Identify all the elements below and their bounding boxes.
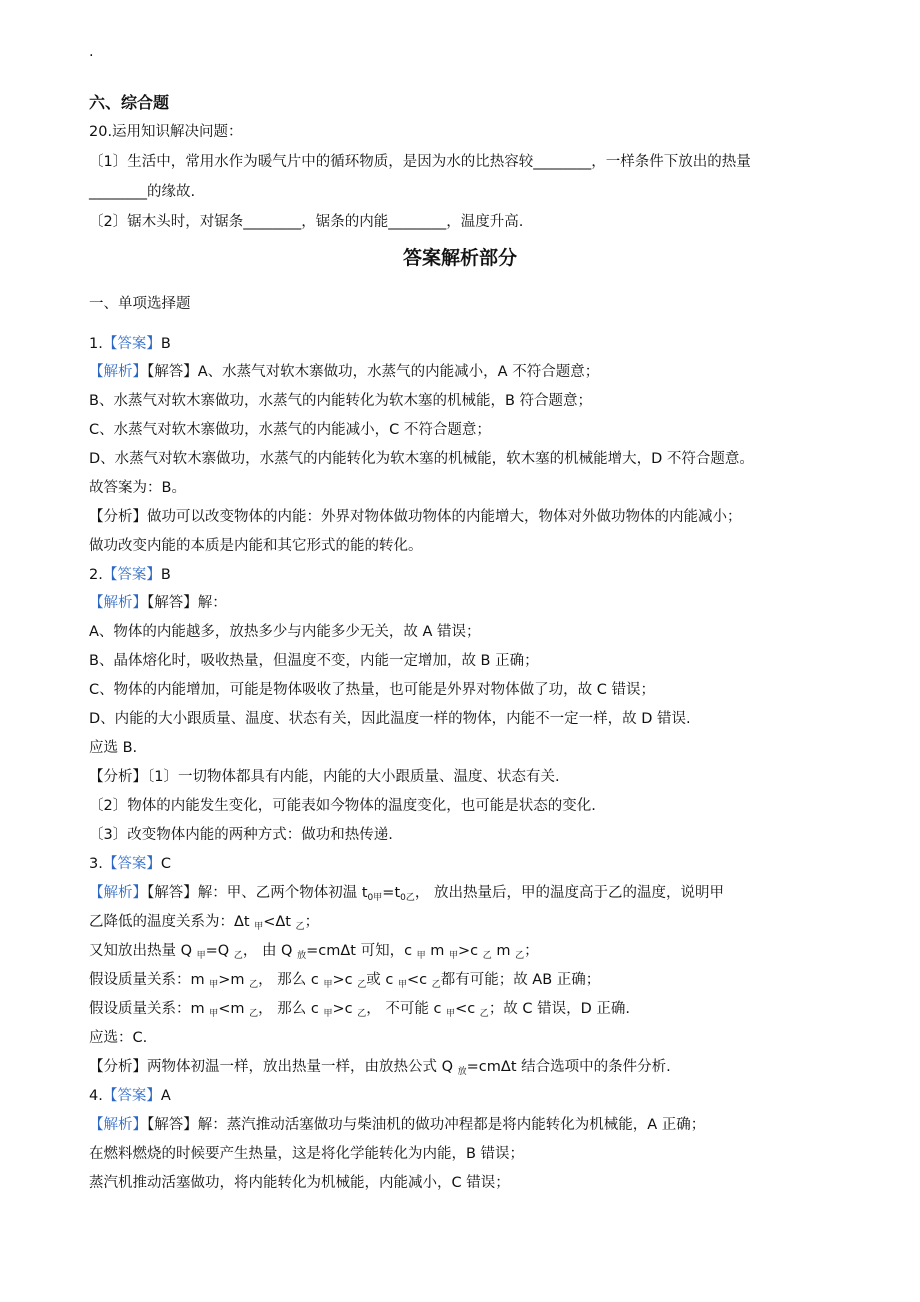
q3-text: ；	[304, 914, 320, 930]
subscript: 甲	[209, 1009, 219, 1019]
q1-line: C、水蒸气对软木寨做功，水蒸气的内能减小，C 不符合题意；	[89, 422, 491, 438]
q3-text: 解：甲、乙两个物体初温 t	[197, 885, 368, 901]
subscript: 0	[367, 893, 374, 903]
q3-answer-line	[89, 854, 171, 874]
question-20-part1: 〔1〕生活中，常用水作为暖气片中的循环物质，是因为水的比热容较________，一样条件下放出的热量	[89, 154, 751, 170]
subscript: 甲	[323, 1009, 333, 1019]
q2-answer: B	[160, 567, 171, 583]
subscript: 甲	[196, 951, 206, 961]
q4-explanation-line	[89, 1115, 705, 1135]
answer-tag: 【答案】	[102, 856, 161, 872]
q2-analysis-line	[89, 767, 560, 787]
answer-tag: 【答案】	[102, 567, 161, 583]
q3-line	[89, 941, 539, 966]
q3-text: 都有可能；故 AB 正确；	[440, 972, 601, 988]
page-dot: .	[89, 44, 94, 60]
subscript: 乙	[479, 1009, 489, 1019]
q2-line: 解：	[197, 595, 227, 611]
question-20-part1-cont: ________的缘故.	[89, 184, 196, 200]
q4-answer-line	[89, 1086, 171, 1106]
solution-tag: 【解答】	[147, 885, 198, 901]
subscript: 乙	[357, 1009, 367, 1019]
q2-line: 应选 B.	[89, 740, 138, 756]
subscript: 乙	[515, 951, 525, 961]
q3-text: ， 不可能 c	[366, 1001, 447, 1017]
q3-line	[89, 999, 630, 1024]
q3-text: =cmΔt 结合选项中的条件分析.	[466, 1059, 671, 1075]
q3-explanation-line	[89, 883, 724, 908]
q2-explanation-line	[89, 593, 227, 613]
q3-text: =Q	[205, 943, 234, 959]
subscript: 乙	[357, 980, 367, 990]
subscript: 放	[457, 1067, 467, 1077]
q3-text: ， 放出热量后，甲的温度高于乙的温度，说明甲	[414, 885, 724, 901]
part1-title: 一、单项选择题	[89, 296, 191, 312]
subscript: 放	[297, 951, 307, 961]
solution-tag: 【解答】	[147, 1117, 198, 1133]
q3-text: ；故 C 错误，D 正确.	[488, 1001, 631, 1017]
q2-number: 2.	[89, 567, 103, 583]
analysis-tag: 【解析】	[89, 885, 147, 901]
fenxi-tag: 【分析】	[89, 769, 147, 785]
q1-line: 做功可以改变物体的内能：外界对物体做功物体的内能增大，物体对外做功物体的内能减小；	[147, 509, 742, 525]
q1-line: 做功改变内能的本质是内能和其它形式的能的转化。	[89, 538, 423, 554]
q3-text: 假设质量关系：m	[89, 1001, 210, 1017]
q3-answer: C	[160, 856, 171, 872]
q3-text: >c	[458, 943, 483, 959]
solution-tag: 【解答】	[147, 364, 198, 380]
q4-number: 4.	[89, 1088, 103, 1104]
subscript: 乙	[405, 893, 415, 903]
question-20-part2: 〔2〕锯木头时，对锯条________，锯条的内能________，温度升高.	[89, 214, 524, 230]
subscript: 甲	[254, 922, 264, 932]
q1-line: 故答案为：B。	[89, 480, 186, 496]
q2-line: B、晶体熔化时，吸收热量，但温度不变，内能一定增加，故 B 正确；	[89, 653, 539, 669]
q3-text: =t	[382, 885, 401, 901]
answer-tag: 【答案】	[102, 336, 161, 352]
q3-text: >c	[332, 1001, 358, 1017]
subscript: 乙	[249, 980, 259, 990]
subscript: 甲	[373, 893, 383, 903]
q1-answer: B	[160, 336, 171, 352]
q3-text: =cmΔt 可知，c	[306, 943, 417, 959]
q1-line: A、水蒸气对软木寨做功，水蒸气的内能减小，A 不符合题意；	[197, 364, 600, 380]
subscript: 甲	[446, 1009, 456, 1019]
q3-text: m	[491, 943, 516, 959]
q3-text: 又知放出热量 Q	[89, 943, 197, 959]
q3-text: <m	[218, 1001, 250, 1017]
subscript: 甲	[209, 980, 219, 990]
q3-text: >c	[332, 972, 358, 988]
subscript: 甲	[323, 980, 333, 990]
subscript: 乙	[249, 1009, 259, 1019]
q4-answer: A	[160, 1088, 171, 1104]
q2-line: 〔1〕一切物体都具有内能，内能的大小跟质量、温度、状态有关.	[147, 769, 560, 785]
subscript: 乙	[431, 980, 441, 990]
q3-line	[89, 970, 600, 995]
analysis-tag: 【解析】	[89, 1117, 147, 1133]
q2-line: D、内能的大小跟质量、温度、状态有关，因此温度一样的物体，内能不一定一样，故 D 错误.	[89, 711, 691, 727]
q4-line: 解：蒸汽推动活塞做功与柴油机的做功冲程都是将内能转化为机械能，A 正确；	[197, 1117, 706, 1133]
q4-line: 蒸汽机推动活塞做功，将内能转化为机械能，内能减小，C 错误；	[89, 1175, 510, 1191]
q1-line: D、水蒸气对软木寨做功，水蒸气的内能转化为软木塞的机械能，软木塞的机械能增大，D 不符合题意。	[89, 451, 754, 467]
analysis-tag: 【解析】	[89, 364, 147, 380]
q1-explanation-line	[89, 362, 599, 382]
q3-text: >m	[218, 972, 250, 988]
q3-text: m	[425, 943, 450, 959]
q3-text: ；	[524, 943, 539, 959]
q2-line: 〔2〕物体的内能发生变化，可能表如今物体的温度变化，也可能是状态的变化.	[89, 798, 596, 814]
q2-line: A、物体的内能越多，放热多少与内能多少无关，故 A 错误；	[89, 624, 481, 640]
q3-text: <c	[406, 972, 432, 988]
answers-title: 答案解析部分	[402, 247, 517, 269]
fenxi-tag: 【分析】	[89, 509, 147, 525]
q3-line: 应选：C.	[89, 1030, 148, 1046]
subscript: 乙	[233, 951, 243, 961]
q2-answer-line	[89, 565, 171, 585]
subscript: 甲	[416, 951, 426, 961]
q3-text: <c	[455, 1001, 480, 1017]
question-20-stem: 20.运用知识解决问题：	[89, 124, 243, 140]
q3-text: 假设质量关系：m	[89, 972, 210, 988]
solution-tag: 【解答】	[147, 595, 198, 611]
answer-tag: 【答案】	[102, 1088, 161, 1104]
section-title: 六、综合题	[89, 93, 170, 112]
q3-text: 乙降低的温度关系为：Δt	[89, 914, 255, 930]
q1-line: B、水蒸气对软木寨做功，水蒸气的内能转化为软木塞的机械能，B 符合题意；	[89, 393, 593, 409]
q3-text: 两物体初温一样，放出热量一样，由放热公式 Q	[147, 1059, 458, 1075]
q3-text: 或 c	[366, 972, 398, 988]
q3-line	[89, 912, 319, 937]
q3-text: ， 那么 c	[258, 1001, 324, 1017]
q3-text: <Δt	[263, 914, 296, 930]
q1-number: 1.	[89, 336, 103, 352]
q3-number: 3.	[89, 856, 103, 872]
subscript: 甲	[449, 951, 459, 961]
fenxi-tag: 【分析】	[89, 1059, 147, 1075]
q1-answer-line	[89, 334, 171, 354]
q3-text: ， 由 Q	[242, 943, 298, 959]
subscript: 乙	[482, 951, 492, 961]
q2-line: C、物体的内能增加，可能是物体吸收了热量，也可能是外界对物体做了功，故 C 错误；	[89, 682, 655, 698]
subscript: 0	[400, 893, 406, 903]
q1-analysis-line	[89, 507, 742, 527]
q2-line: 〔3〕改变物体内能的两种方式：做功和热传递.	[89, 827, 393, 843]
q3-text: ， 那么 c	[258, 972, 324, 988]
analysis-tag: 【解析】	[89, 595, 147, 611]
subscript: 甲	[397, 980, 407, 990]
subscript: 乙	[295, 922, 305, 932]
q4-line: 在燃料燃烧的时候要产生热量，这是将化学能转化为内能，B 错误；	[89, 1146, 525, 1162]
q3-analysis-line	[89, 1057, 671, 1082]
